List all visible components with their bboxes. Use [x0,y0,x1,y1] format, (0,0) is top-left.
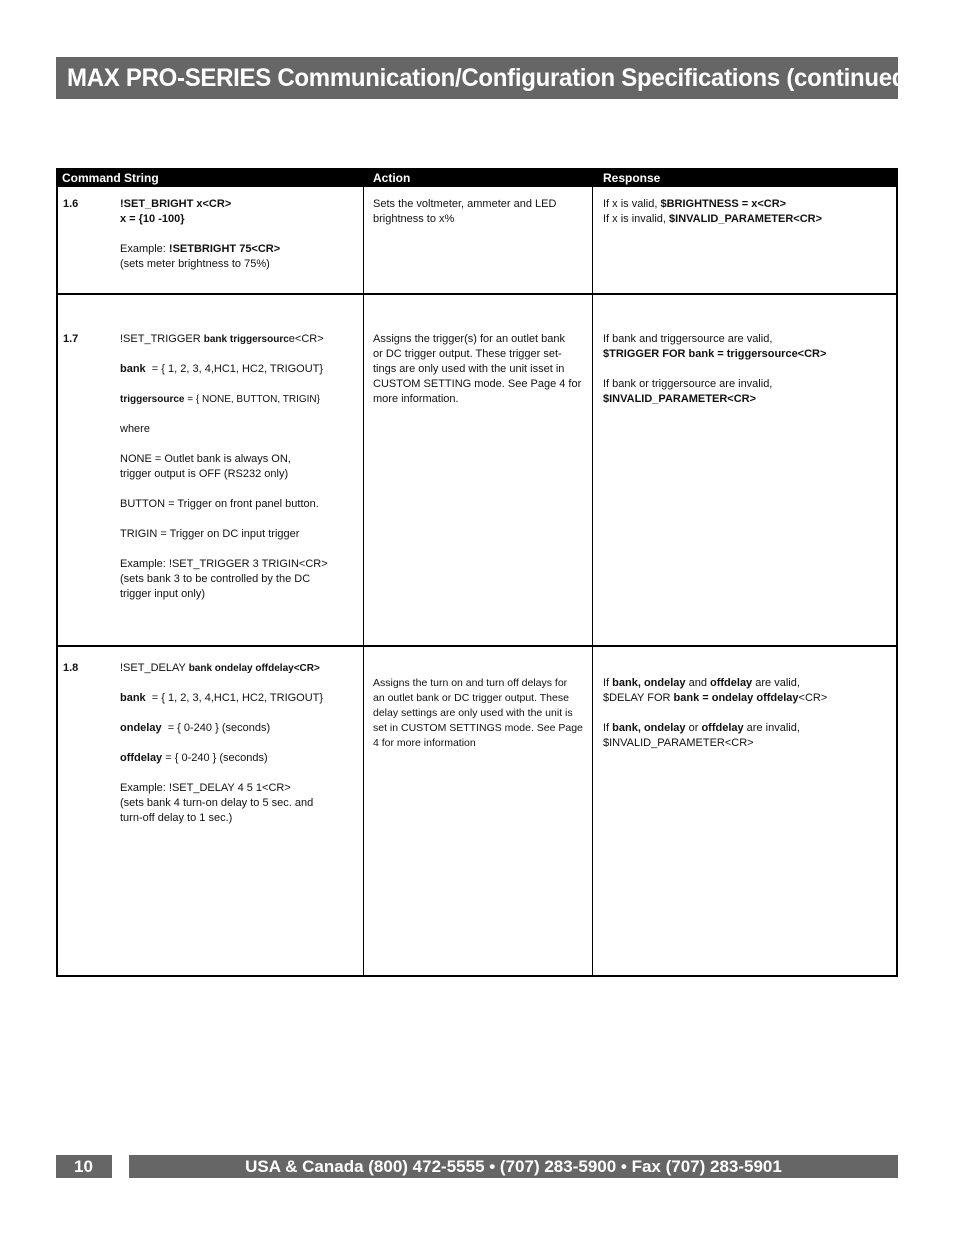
column-divider [363,187,364,975]
bank-param: bank = { 1, 2, 3, 4,HC1, HC2, TRIGOUT} [120,363,324,375]
action-cell: Assigns the trigger(s) for an outlet bank or DC trigger output. These trigger set- tings are only used with the unit isset in CUSTOM SETTING mode. See Page 4 for more information. [373,333,582,405]
response-cell: If x is valid, $BRIGHTNESS = x<CR> If x is invalid, $INVALID_PARAMETER<CR> [603,198,823,225]
command-cell: !SET_DELAY bank ondelay offdelay<CR> bank = { 1, 2, 3, 4,HC1, HC2, TRIGOUT} ondelay = { 0-240 } (seconds) offdelay = { 0-240 } (seconds) Example: !SET_DELAY 4 5 1<CR> (sets bank 4 turn-on delay to 5 sec. and turn-off delay to 1 sec.) [120,661,358,826]
action-cell: Sets the voltmeter, ammeter and LED brightness to x% [373,198,557,225]
command-example: Example: !SET_DELAY 4 5 1<CR> [120,782,291,794]
command-syntax: !SET_TRIGGER bank triggersource<CR> [120,333,324,345]
action-cell: Assigns the turn on and turn off delays for an outlet bank or DC trigger output. These delay settings are only used with the unit is set in CUSTOM SETTINGS mode. See Page 4 for more information [373,677,583,749]
command-param-range: x = {10 -100} [120,213,185,225]
row-divider [58,645,896,647]
response-cell: If bank, ondelay and offdelay are valid, $DELAY FOR bank = ondelay offdelay<CR> If bank, ondelay or offdelay are invalid, $INVALID_PARAMETER<CR> [603,677,828,749]
response-cell: If bank and triggersource are valid, $TRIGGER FOR bank = triggersource<CR> If bank or triggersource are invalid, $INVALID_PARAMETER<CR> [603,333,827,405]
command-syntax: !SET_DELAY bank ondelay offdelay<CR> [120,662,320,674]
column-header-action: Action [373,171,411,185]
column-header-command: Command String [62,171,159,185]
command-example-note: (sets meter brightness to 75%) [120,258,270,270]
page-title: MAX PRO-SERIES Communication/Configuration Specifications (continued) [67,63,914,92]
table-header [58,170,896,187]
ondelay-param: ondelay = { 0-240 } (seconds) [120,722,271,734]
command-cell: !SET_TRIGGER bank triggersource<CR> bank = { 1, 2, 3, 4,HC1, HC2, TRIGOUT} triggersource = { NONE, BUTTON, TRIGIN} where NONE = Outlet bank is always ON, trigger output is OFF (RS232 only) BUTTON = Trigger on front panel button. TRIGIN = Trigger on DC input trigger Example: !SET_TRIGGER 3 TRIGIN<CR> (sets bank 3 to be controlled by the DC trigger input only) [120,332,358,602]
page-title-bar [56,57,914,99]
row-number: 1.6 [63,198,79,210]
footer-contact: USA & Canada (800) 472-5555 • (707) 283-5900 • Fax (707) 283-5901 [129,1155,898,1178]
offdelay-param: offdelay = { 0-240 } (seconds) [120,752,268,764]
triggersource-param: triggersource = { NONE, BUTTON, TRIGIN} [120,394,320,405]
row-number: 1.7 [63,333,79,345]
row-number: 1.8 [63,662,79,674]
bank-param: bank = { 1, 2, 3, 4,HC1, HC2, TRIGOUT} [120,692,324,704]
command-cell [120,197,358,272]
command-syntax: !SET_BRIGHT x<CR> [120,198,232,210]
command-example: Example: !SET_TRIGGER 3 TRIGIN<CR> [120,558,328,570]
page-number: 10 [56,1155,112,1178]
command-example: Example: !SETBRIGHT 75<CR> [120,243,281,255]
row-divider [58,293,896,295]
column-divider [592,187,593,975]
spec-table [56,168,898,977]
column-header-response: Response [603,171,661,185]
